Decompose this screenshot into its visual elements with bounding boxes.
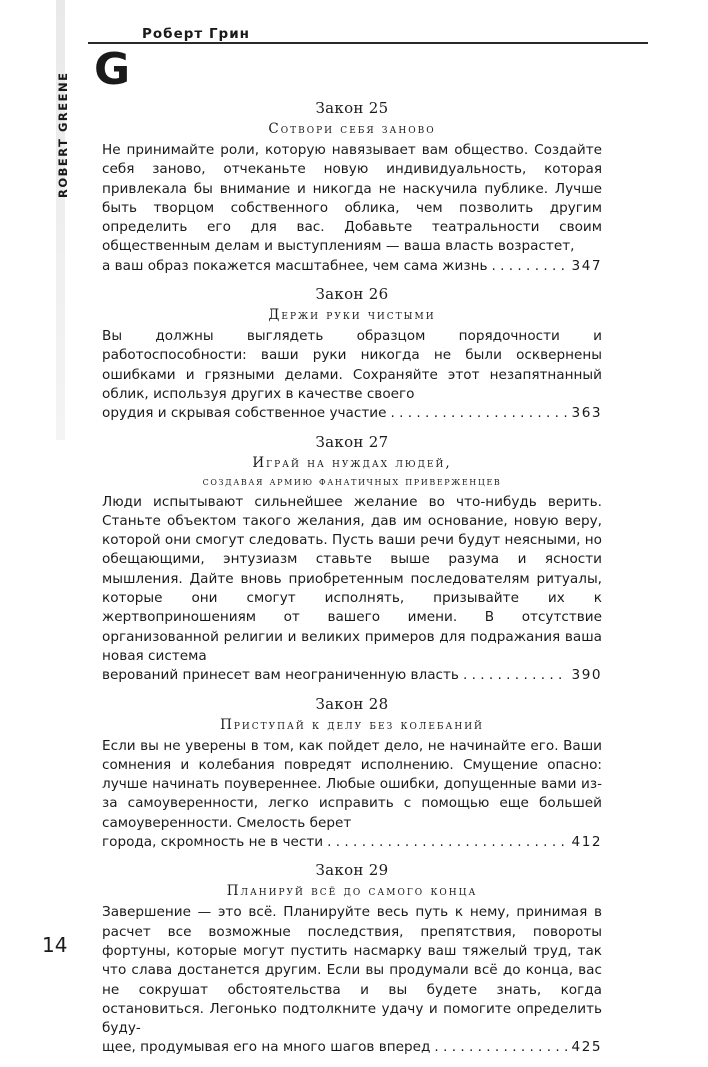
vertical-brand-text: ROBERT GREENE [56, 71, 70, 198]
page-reference[interactable]: 363 [571, 405, 602, 422]
page-reference[interactable]: 425 [571, 1039, 602, 1056]
law-body-text: Люди испытывают сильнейшее желание во что-нибудь верить. Станьте объектом такого желания, дав им основание, новую веру, которой они смогут следовать. Пусть ваши речи будут неясными, но обещающими, энтузиазм ставьте выше разума и ясности мышления. Дайте вновь приобретенным последователям ритуалы, которые они смогут исполнять, призывайте их к жертвоприношениям от вашего имени. В отсутствие организованной религии и великих примеров для подражания ваша новая система [102, 493, 602, 664]
law-title-line: Держи руки чистыми [268, 307, 436, 324]
law-number: Закон 25 [315, 99, 389, 117]
law-body [102, 737, 602, 853]
law-last-line [102, 1038, 602, 1057]
law-body-text: Если вы не уверены в том, как пойдет дело, не начинайте его. Ваши сомнения и колебания повредят исполнению. Смущение опасно: лучше начинать поувереннее. Любые ошибки, допущенные вами из-за самоуверенности, легко исправить с помощью еще большей самоуверенности. Смелость берет [102, 737, 602, 831]
dot-leader [463, 666, 568, 685]
law-body [102, 493, 602, 686]
law-title-line: Играй на нуждах людей, [252, 454, 452, 471]
dot-leader [491, 257, 567, 276]
law-body [102, 903, 602, 1057]
law-27 [102, 433, 602, 686]
law-number: Закон 29 [315, 861, 389, 880]
law-title-line: Приступай к делу без колебаний [220, 716, 484, 733]
running-header-author: Роберт Грин [142, 26, 250, 42]
law-title-line: Сотвори себя заново [268, 121, 436, 137]
law-last-line [102, 833, 602, 852]
page-reference[interactable]: 347 [571, 257, 602, 274]
law-title [102, 454, 602, 490]
law-28 [102, 695, 602, 853]
law-last-line-text: верований принесет вам неограниченную власть [102, 667, 459, 684]
law-number: Закон 26 [315, 285, 389, 304]
law-body-text: Завершение — это всё. Планируйте весь путь к нему, принимая в расчет все возможные последствия, препятствия, повороты фортуны, которые могут пустить насмарку ваш тяжелый труд, так что слава достанется другим. Если вы продумали всё до конца, вас не сокрушат обстоятельства и вы будете знать, когда остановиться. Легонько подтолкните удачу и помогите определить буду- [102, 904, 602, 1037]
law-26 [102, 285, 602, 423]
law-last-line-text: орудия и скрывая собственное участие [102, 405, 387, 422]
law-last-line-text: города, скромность не в чести [102, 834, 324, 851]
page-reference[interactable]: 390 [571, 667, 602, 684]
law-last-line [102, 257, 602, 276]
dot-leader [434, 1038, 567, 1057]
law-title [102, 306, 602, 324]
law-25 [102, 99, 602, 276]
law-body [102, 141, 602, 276]
sidebar-bar [56, 0, 65, 440]
law-body-text: Не принимайте роли, которую навязывает вам общество. Создайте себя заново, отчеканьте новую индивидуальность, которая привлекала бы внимание и никогда не наскучила публике. Лучше быть творцом собственного облика, чем позволить другим определить его для вас. Добавьте театральности своим общественным делам и выступлениям — ваша власть возрастет, [102, 142, 602, 255]
logo-letter: G [94, 44, 131, 95]
law-title [102, 882, 602, 900]
law-number: Закон 27 [315, 432, 389, 451]
dot-leader [390, 404, 567, 423]
laws-list [102, 99, 602, 1067]
law-title [102, 716, 602, 734]
law-title-line: создавая армию фанатичных приверженцев [202, 473, 502, 488]
law-title-line: Планируй всё до самого конца [226, 883, 478, 900]
law-29 [102, 861, 602, 1057]
law-last-line [102, 666, 602, 685]
dot-leader [327, 833, 567, 852]
law-last-line [102, 404, 602, 423]
header-rule [88, 42, 648, 44]
law-title [102, 120, 602, 138]
law-body [102, 327, 602, 423]
page-reference[interactable]: 412 [571, 834, 602, 851]
law-last-line-text: а ваш образ покажется масштабнее, чем сама жизнь [102, 257, 488, 274]
page-number: 14 [42, 933, 68, 957]
law-number: Закон 28 [315, 694, 389, 713]
law-body-text: Вы должны выглядеть образцом порядочности и работоспособности: ваши руки никогда не были осквернены ошибками и грязными делами. Сохраняйте этот незапятнанный облик, используя других в качестве своего [102, 328, 602, 402]
law-last-line-text: щее, продумывая его на много шагов вперед [102, 1039, 431, 1056]
